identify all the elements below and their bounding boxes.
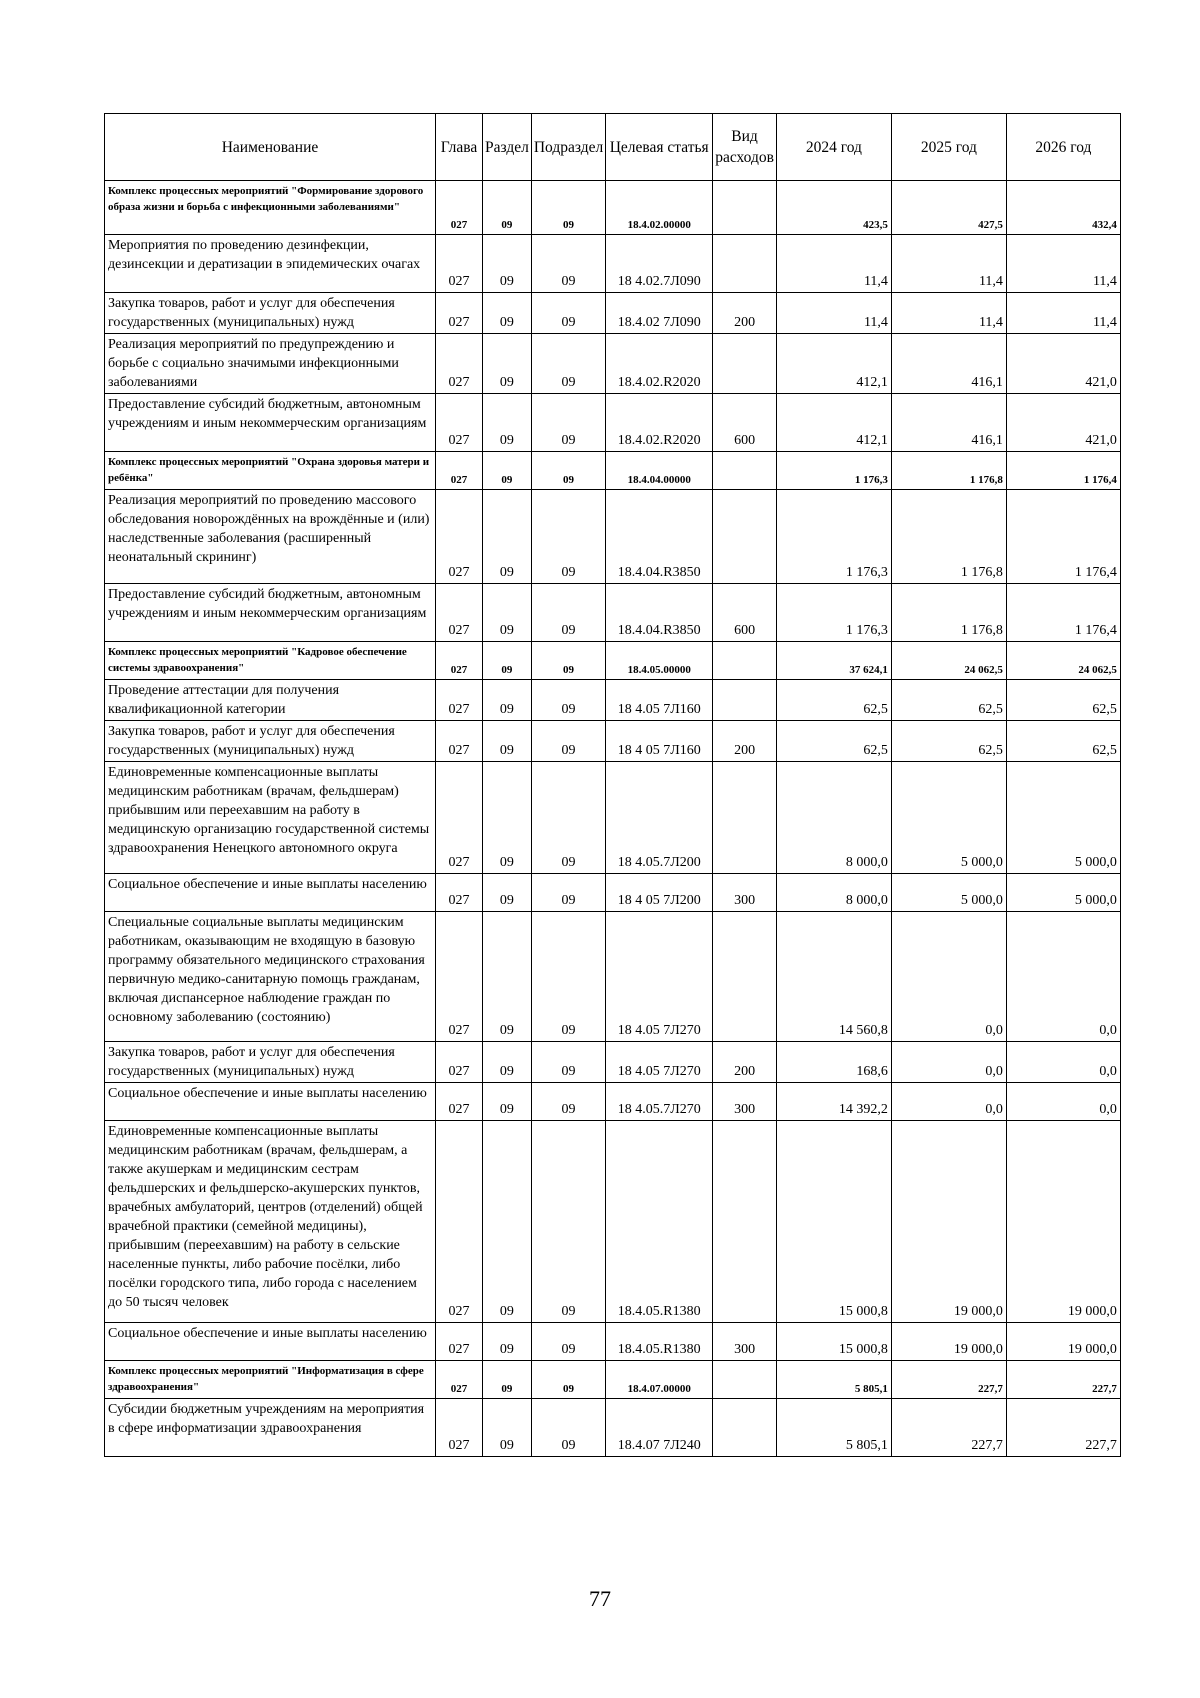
cell-2026: 1 176,4	[1006, 490, 1120, 584]
cell-glava: 027	[436, 181, 483, 235]
cell-2026: 1 176,4	[1006, 584, 1120, 642]
cell-razdel: 09	[483, 1323, 532, 1361]
cell-podrazdel: 09	[531, 912, 605, 1042]
cell-2024: 14 560,8	[776, 912, 891, 1042]
cell-2025: 5 000,0	[891, 874, 1006, 912]
cell-target: 18.4.04.R3850	[606, 490, 713, 584]
cell-target: 18 4 05 7Л200	[606, 874, 713, 912]
cell-vid: 600	[713, 584, 777, 642]
header-2024: 2024 год	[776, 114, 891, 181]
cell-name: Реализация мероприятий по предупреждению и борьбе с социально значимыми инфекционными заболеваниями	[105, 334, 436, 394]
cell-name: Комплекс процессных мероприятий "Охрана здоровья матери и ребёнка"	[105, 452, 436, 490]
budget-table	[104, 113, 1121, 1457]
cell-2026: 62,5	[1006, 721, 1120, 762]
cell-target: 18 4.05 7Л160	[606, 680, 713, 721]
cell-vid	[713, 1121, 777, 1323]
cell-2026: 11,4	[1006, 235, 1120, 293]
cell-2025: 24 062,5	[891, 642, 1006, 680]
table-row	[105, 452, 1121, 490]
cell-name: Комплекс процессных мероприятий "Кадровое обеспечение системы здравоохранения"	[105, 642, 436, 680]
cell-name: Социальное обеспечение и иные выплаты населению	[105, 1083, 436, 1121]
cell-2026: 0,0	[1006, 912, 1120, 1042]
cell-name: Проведение аттестации для получения квалификационной категории	[105, 680, 436, 721]
cell-2025: 227,7	[891, 1361, 1006, 1399]
table-row	[105, 1083, 1121, 1121]
cell-2025: 1 176,8	[891, 490, 1006, 584]
table-row	[105, 1042, 1121, 1083]
cell-target: 18 4.05.7Л270	[606, 1083, 713, 1121]
cell-2024: 62,5	[776, 721, 891, 762]
cell-podrazdel: 09	[531, 1399, 605, 1457]
cell-vid: 600	[713, 394, 777, 452]
cell-podrazdel: 09	[531, 1042, 605, 1083]
cell-name: Единовременные компенсационные выплаты медицинским работникам (врачам, фельдшерам) прибывшим или переехавшим на работу в медицинскую организацию государственной системы здравоохранения Ненецкого автономного округа	[105, 762, 436, 874]
cell-vid: 300	[713, 874, 777, 912]
cell-glava: 027	[436, 490, 483, 584]
cell-2024: 8 000,0	[776, 762, 891, 874]
cell-target: 18.4.02.R2020	[606, 334, 713, 394]
cell-name: Комплекс процессных мероприятий "Формирование здорового образа жизни и борьба с инфекционными заболеваниями"	[105, 181, 436, 235]
cell-2024: 1 176,3	[776, 490, 891, 584]
cell-podrazdel: 09	[531, 235, 605, 293]
cell-glava: 027	[436, 762, 483, 874]
cell-2024: 14 392,2	[776, 1083, 891, 1121]
cell-target: 18.4.02.00000	[606, 181, 713, 235]
table-row	[105, 874, 1121, 912]
cell-target: 18.4.07.00000	[606, 1361, 713, 1399]
cell-vid	[713, 181, 777, 235]
table-row	[105, 912, 1121, 1042]
cell-2025: 19 000,0	[891, 1323, 1006, 1361]
cell-2024: 37 624,1	[776, 642, 891, 680]
cell-vid: 300	[713, 1083, 777, 1121]
table-row	[105, 1399, 1121, 1457]
cell-name: Реализация мероприятий по проведению массового обследования новорождённых на врождённые и (или) наследственные заболевания (расширенный неонатальный скрининг)	[105, 490, 436, 584]
cell-2026: 0,0	[1006, 1042, 1120, 1083]
table-row	[105, 762, 1121, 874]
header-target: Целевая статья	[606, 114, 713, 181]
cell-podrazdel: 09	[531, 1083, 605, 1121]
table-row	[105, 680, 1121, 721]
cell-target: 18 4 05 7Л160	[606, 721, 713, 762]
cell-2025: 0,0	[891, 912, 1006, 1042]
cell-vid	[713, 1361, 777, 1399]
cell-target: 18.4.02 7Л090	[606, 293, 713, 334]
header-name: Наименование	[105, 114, 436, 181]
table-row	[105, 1323, 1121, 1361]
cell-podrazdel: 09	[531, 490, 605, 584]
cell-razdel: 09	[483, 1042, 532, 1083]
cell-razdel: 09	[483, 584, 532, 642]
cell-glava: 027	[436, 1121, 483, 1323]
cell-2025: 1 176,8	[891, 584, 1006, 642]
cell-vid	[713, 235, 777, 293]
cell-glava: 027	[436, 334, 483, 394]
cell-2026: 0,0	[1006, 1083, 1120, 1121]
cell-2026: 5 000,0	[1006, 762, 1120, 874]
cell-2025: 227,7	[891, 1399, 1006, 1457]
cell-name: Единовременные компенсационные выплаты медицинским работникам (врачам, фельдшерам, а также акушеркам и медицинским сестрам фельдшерских и фельдшерско-акушерских пунктов, врачебных амбулаторий, центров (отделений) общей врачебной практики (семейной медицины), прибывшим (переехавшим) на работу в сельские населенные пункты, либо рабочие посёлки, либо посёлки городского типа, либо города с населением до 50 тысяч человек	[105, 1121, 436, 1323]
cell-vid	[713, 762, 777, 874]
cell-2024: 5 805,1	[776, 1361, 891, 1399]
cell-razdel: 09	[483, 181, 532, 235]
cell-2025: 11,4	[891, 293, 1006, 334]
cell-vid	[713, 680, 777, 721]
cell-razdel: 09	[483, 680, 532, 721]
cell-vid	[713, 912, 777, 1042]
header-podrazdel: Подраздел	[531, 114, 605, 181]
cell-glava: 027	[436, 452, 483, 490]
cell-glava: 027	[436, 584, 483, 642]
cell-glava: 027	[436, 912, 483, 1042]
cell-2025: 416,1	[891, 334, 1006, 394]
cell-2024: 5 805,1	[776, 1399, 891, 1457]
cell-razdel: 09	[483, 1121, 532, 1323]
cell-2026: 1 176,4	[1006, 452, 1120, 490]
cell-razdel: 09	[483, 1399, 532, 1457]
cell-podrazdel: 09	[531, 1361, 605, 1399]
table-row	[105, 642, 1121, 680]
cell-name: Закупка товаров, работ и услуг для обеспечения государственных (муниципальных) нужд	[105, 1042, 436, 1083]
header-vid: Вид расходов	[713, 114, 777, 181]
cell-target: 18.4.04.00000	[606, 452, 713, 490]
cell-razdel: 09	[483, 334, 532, 394]
cell-2024: 62,5	[776, 680, 891, 721]
header-row	[105, 114, 1121, 181]
cell-target: 18.4.02.R2020	[606, 394, 713, 452]
cell-razdel: 09	[483, 1083, 532, 1121]
cell-name: Социальное обеспечение и иные выплаты населению	[105, 874, 436, 912]
cell-target: 18.4.05.R1380	[606, 1323, 713, 1361]
cell-name: Субсидии бюджетным учреждениям на мероприятия в сфере информатизации здравоохранения	[105, 1399, 436, 1457]
cell-2024: 15 000,8	[776, 1323, 891, 1361]
cell-glava: 027	[436, 394, 483, 452]
cell-target: 18.4.04.R3850	[606, 584, 713, 642]
cell-2025: 11,4	[891, 235, 1006, 293]
cell-podrazdel: 09	[531, 680, 605, 721]
cell-glava: 027	[436, 1083, 483, 1121]
cell-2025: 1 176,8	[891, 452, 1006, 490]
cell-2024: 168,6	[776, 1042, 891, 1083]
cell-glava: 027	[436, 1361, 483, 1399]
table-body	[105, 181, 1121, 1457]
cell-name: Мероприятия по проведению дезинфекции, дезинсекции и дератизации в эпидемических очагах	[105, 235, 436, 293]
cell-2026: 227,7	[1006, 1361, 1120, 1399]
cell-glava: 027	[436, 680, 483, 721]
cell-2024: 1 176,3	[776, 584, 891, 642]
table-row	[105, 1361, 1121, 1399]
table-row	[105, 293, 1121, 334]
cell-razdel: 09	[483, 293, 532, 334]
cell-razdel: 09	[483, 235, 532, 293]
cell-podrazdel: 09	[531, 1121, 605, 1323]
cell-2025: 0,0	[891, 1083, 1006, 1121]
cell-2026: 24 062,5	[1006, 642, 1120, 680]
cell-2025: 62,5	[891, 680, 1006, 721]
cell-glava: 027	[436, 642, 483, 680]
cell-target: 18 4.05 7Л270	[606, 1042, 713, 1083]
cell-podrazdel: 09	[531, 1323, 605, 1361]
cell-2024: 423,5	[776, 181, 891, 235]
cell-razdel: 09	[483, 642, 532, 680]
cell-vid: 200	[713, 1042, 777, 1083]
table-row	[105, 181, 1121, 235]
cell-2026: 11,4	[1006, 293, 1120, 334]
cell-glava: 027	[436, 235, 483, 293]
cell-razdel: 09	[483, 874, 532, 912]
cell-podrazdel: 09	[531, 762, 605, 874]
cell-podrazdel: 09	[531, 874, 605, 912]
cell-name: Закупка товаров, работ и услуг для обеспечения государственных (муниципальных) нужд	[105, 293, 436, 334]
cell-podrazdel: 09	[531, 394, 605, 452]
cell-name: Специальные социальные выплаты медицинским работникам, оказывающим не входящую в базовую программу обязательного медицинского страхования первичную медико-санитарную помощь гражданам, включая диспансерное наблюдение граждан по основному заболеванию (состоянию)	[105, 912, 436, 1042]
cell-2026: 421,0	[1006, 334, 1120, 394]
cell-podrazdel: 09	[531, 721, 605, 762]
cell-glava: 027	[436, 1323, 483, 1361]
cell-podrazdel: 09	[531, 181, 605, 235]
cell-razdel: 09	[483, 762, 532, 874]
cell-glava: 027	[436, 1042, 483, 1083]
cell-vid	[713, 334, 777, 394]
cell-razdel: 09	[483, 394, 532, 452]
cell-podrazdel: 09	[531, 584, 605, 642]
cell-name: Закупка товаров, работ и услуг для обеспечения государственных (муниципальных) нужд	[105, 721, 436, 762]
cell-glava: 027	[436, 1399, 483, 1457]
cell-podrazdel: 09	[531, 452, 605, 490]
table-row	[105, 334, 1121, 394]
cell-target: 18 4.02.7Л090	[606, 235, 713, 293]
table-row	[105, 584, 1121, 642]
cell-2025: 5 000,0	[891, 762, 1006, 874]
cell-2025: 19 000,0	[891, 1121, 1006, 1323]
cell-podrazdel: 09	[531, 334, 605, 394]
cell-2026: 19 000,0	[1006, 1121, 1120, 1323]
cell-vid: 200	[713, 721, 777, 762]
header-2025: 2025 год	[891, 114, 1006, 181]
cell-glava: 027	[436, 874, 483, 912]
cell-2026: 19 000,0	[1006, 1323, 1120, 1361]
cell-target: 18 4.05 7Л270	[606, 912, 713, 1042]
cell-2026: 62,5	[1006, 680, 1120, 721]
cell-razdel: 09	[483, 721, 532, 762]
cell-name: Предоставление субсидий бюджетным, автономным учреждениям и иным некоммерческим организациям	[105, 584, 436, 642]
cell-vid	[713, 1399, 777, 1457]
cell-2025: 427,5	[891, 181, 1006, 235]
header-glava: Глава	[436, 114, 483, 181]
cell-glava: 027	[436, 721, 483, 762]
cell-2026: 5 000,0	[1006, 874, 1120, 912]
cell-2024: 8 000,0	[776, 874, 891, 912]
cell-razdel: 09	[483, 490, 532, 584]
cell-target: 18 4.05.7Л200	[606, 762, 713, 874]
table-row	[105, 1121, 1121, 1323]
cell-vid	[713, 642, 777, 680]
cell-target: 18.4.07 7Л240	[606, 1399, 713, 1457]
cell-glava: 027	[436, 293, 483, 334]
cell-target: 18.4.05.00000	[606, 642, 713, 680]
cell-podrazdel: 09	[531, 293, 605, 334]
cell-razdel: 09	[483, 452, 532, 490]
header-razdel: Раздел	[483, 114, 532, 181]
cell-vid: 300	[713, 1323, 777, 1361]
table-row	[105, 235, 1121, 293]
cell-2024: 15 000,8	[776, 1121, 891, 1323]
cell-2024: 412,1	[776, 334, 891, 394]
cell-2025: 416,1	[891, 394, 1006, 452]
cell-razdel: 09	[483, 1361, 532, 1399]
cell-2024: 11,4	[776, 235, 891, 293]
header-2026: 2026 год	[1006, 114, 1120, 181]
cell-2026: 421,0	[1006, 394, 1120, 452]
cell-vid	[713, 490, 777, 584]
cell-2024: 412,1	[776, 394, 891, 452]
cell-2026: 432,4	[1006, 181, 1120, 235]
table-row	[105, 394, 1121, 452]
cell-2024: 1 176,3	[776, 452, 891, 490]
cell-2025: 62,5	[891, 721, 1006, 762]
cell-razdel: 09	[483, 912, 532, 1042]
cell-2024: 11,4	[776, 293, 891, 334]
cell-podrazdel: 09	[531, 642, 605, 680]
table-row	[105, 721, 1121, 762]
cell-name: Социальное обеспечение и иные выплаты населению	[105, 1323, 436, 1361]
cell-target: 18.4.05.R1380	[606, 1121, 713, 1323]
table-row	[105, 490, 1121, 584]
cell-2025: 0,0	[891, 1042, 1006, 1083]
cell-vid	[713, 452, 777, 490]
page-number: 77	[589, 1586, 611, 1611]
cell-name: Комплекс процессных мероприятий "Информатизация в сфере здравоохранения"	[105, 1361, 436, 1399]
cell-vid: 200	[713, 293, 777, 334]
cell-2026: 227,7	[1006, 1399, 1120, 1457]
cell-name: Предоставление субсидий бюджетным, автономным учреждениям и иным некоммерческим организациям	[105, 394, 436, 452]
